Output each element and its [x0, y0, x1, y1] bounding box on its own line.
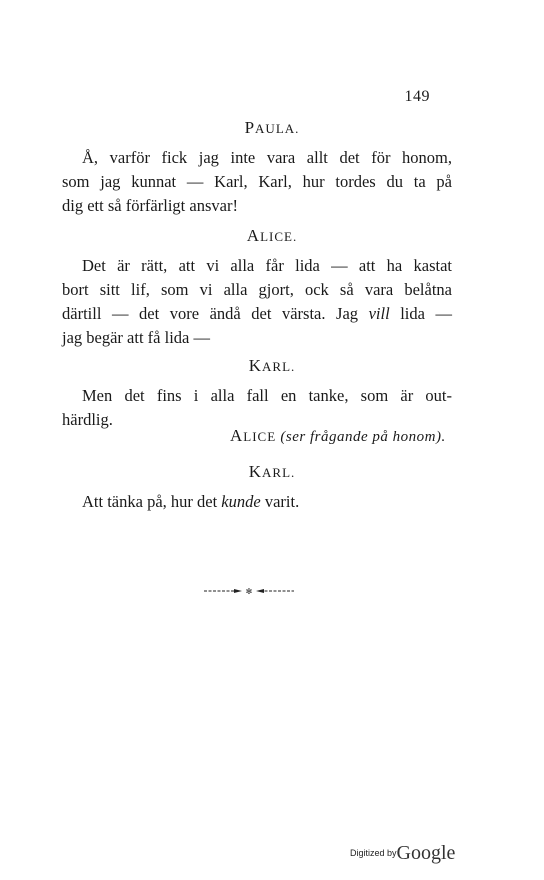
- text-line: dig ett så förfärligt ansvar!: [62, 196, 238, 215]
- speaker-name: [0, 356, 544, 376]
- speaker-label: PAULA.: [244, 118, 300, 137]
- svg-text:✻: ✻: [245, 587, 253, 596]
- speaker-label: KARL.: [248, 462, 296, 481]
- digitized-label: Digitized by: [350, 848, 397, 858]
- speaker-label: KARL.: [248, 356, 296, 375]
- text-line: härdlig.: [62, 410, 113, 429]
- ornament-divider-icon: [204, 586, 294, 596]
- dialogue-paragraph: [62, 254, 452, 350]
- dialogue-paragraph: [62, 490, 452, 514]
- page-number: 149: [404, 88, 430, 105]
- text-line: Att tänka på, hur det kunde varit.: [82, 492, 300, 511]
- text-line: Men det fins i alla fall en tanke, som är out-: [82, 386, 452, 405]
- text-line: därtill — det vore ändå det värsta. Jag vill lida —: [62, 304, 452, 323]
- speaker-name: [0, 118, 544, 138]
- speaker-name: [0, 226, 544, 246]
- dialogue-paragraph: [62, 384, 452, 432]
- speaker-label: ALICE: [230, 426, 277, 445]
- text-line: Å, varför fick jag inte vara allt det för honom,: [82, 148, 452, 167]
- stage-direction: (ser frågande på honom).: [280, 429, 446, 445]
- dialogue-paragraph: [62, 146, 452, 218]
- text-line: bort sitt lif, som vi alla gjort, ock så vara belåtna: [62, 280, 452, 299]
- digitized-by-google-watermark: [350, 842, 455, 865]
- text-line: som jag kunnat — Karl, Karl, hur tordes du ta på: [62, 172, 452, 191]
- speaker-name: [0, 462, 544, 482]
- speaker-label: ALICE.: [246, 226, 298, 245]
- text-line: jag begär att få lida —: [62, 328, 210, 347]
- stage-direction-line: [230, 426, 446, 446]
- google-logo: Google: [396, 842, 456, 864]
- text-line: Det är rätt, att vi alla får lida — att ha kastat: [82, 256, 452, 275]
